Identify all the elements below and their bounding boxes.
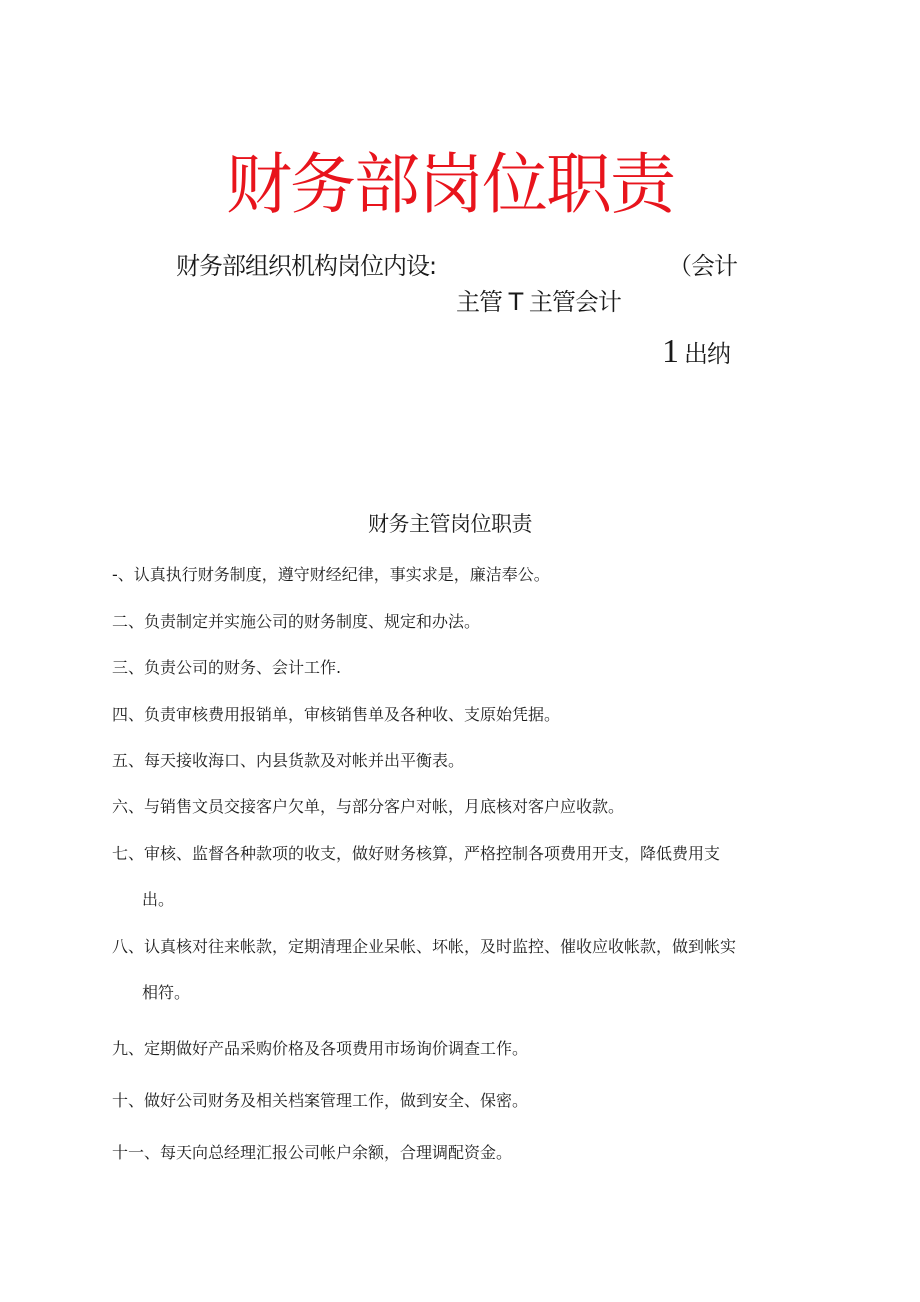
duty-text: 六、与销售文员交接客户欠单，与部分客户对帐，月底核对客户应收款。 [112,797,625,816]
duty-text-continued: 出。 [142,890,175,909]
duty-text: 十、做好公司财务及相关档案管理工作，做到安全、保密。 [112,1091,529,1110]
duty-text: 七、审核、监督各种款项的收支，做好财务核算，严格控制各项费用开支，降低费用支 [112,844,721,863]
duty-item-7 [112,841,720,913]
document-title: 财务部岗位职责 [226,146,674,223]
duty-text: 五、每天接收海口、内县货款及对帐并出平衡表。 [112,751,465,770]
duty-item-2 [112,609,480,635]
duty-item-5 [112,748,464,774]
duty-item-4 [112,702,560,728]
org-structure-cashier-count: 1 [662,333,678,370]
org-structure-cashier-label: 出纳 [684,340,730,368]
duty-text: 二、负责制定并实施公司的财务制度、规定和办法。 [112,612,481,631]
duty-item-10 [112,1088,528,1114]
duty-item-8 [112,934,736,1006]
duty-text: 四、负责审核费用报销单，审核销售单及各种收、支原始凭据。 [112,705,561,724]
duty-text: 三、负责公司的财务、会计工作. [112,658,342,677]
duty-item-3 [112,655,341,681]
duty-text: 十一、每天向总经理汇报公司帐户余额，合理调配资金。 [112,1143,513,1162]
duty-text-continued: 相符。 [142,983,191,1002]
duty-item-6 [112,794,624,820]
org-structure-accountant: （会计 [668,252,737,280]
duty-item-1 [112,562,550,588]
section-title: 财务主管岗位职责 [368,512,532,536]
org-structure-supervisor: 主管 T 主管会计 [456,288,621,316]
org-structure-cashier [662,332,730,374]
duty-item-11 [112,1140,512,1166]
duty-item-9 [112,1036,528,1062]
duty-text: 九、定期做好产品采购价格及各项费用市场询价调查工作。 [112,1039,529,1058]
duty-text: -、认真执行财务制度，遵守财经纪律，事实求是，廉洁奉公。 [112,565,550,584]
org-structure-label: 财务部组织机构岗位内设: [176,252,437,280]
duty-text: 八、认真核对往来帐款，定期清理企业呆帐、坏帐，及时监控、催收应收帐款，做到帐实 [112,937,737,956]
